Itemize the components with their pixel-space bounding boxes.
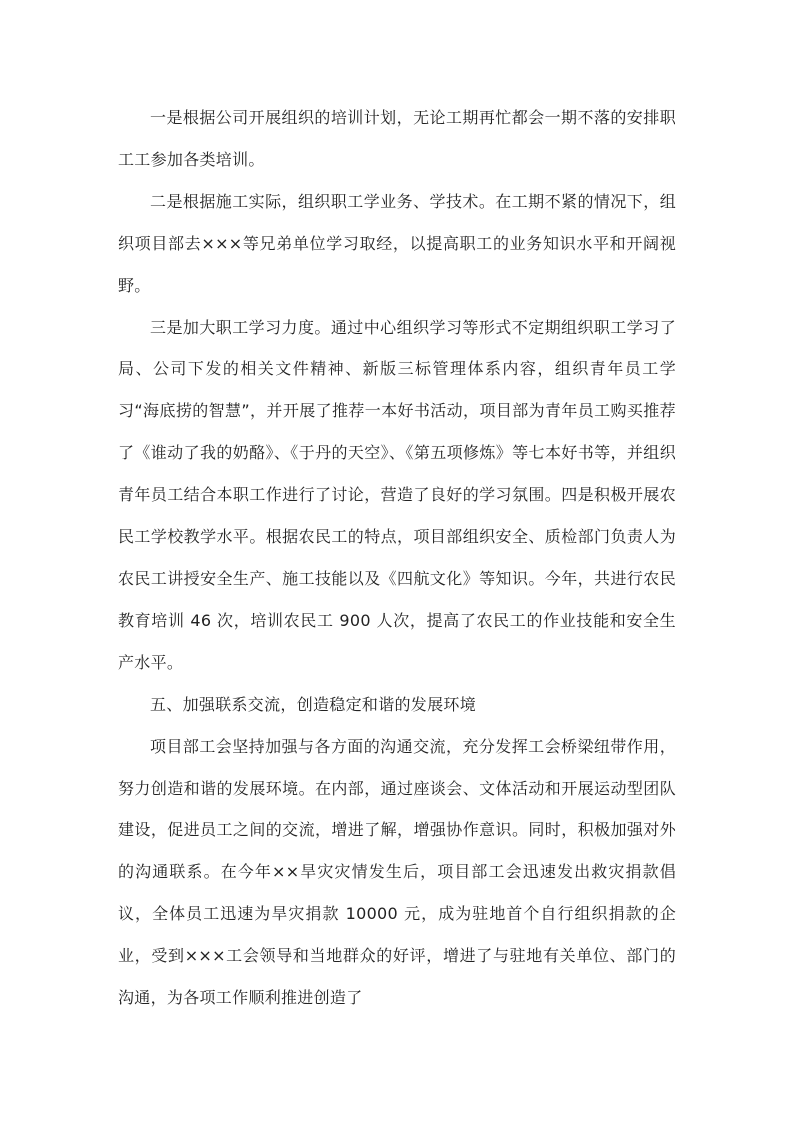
paragraph-study-effort: 三是加大职工学习力度。通过中心组织学习等形式不定期组织职工学习了局、公司下发的相关文件精神、新版三标管理体系内容，组织青年员工学习“海底捞的智慧”，并开展了推荐一本好书活动，项目部为青年员工购买推荐了《谁动了我的奶酪》、《于丹的天空》、《第五项修炼》等七本好书等，并组织青年员工结合本职工作进行了讨论，营造了良好的学习氛围。四是积极开展农民工学校教学水平。根据农民工的特点，项目部组织安全、质检部门负责人为农民工讲授安全生产、施工技能以及《四航文化》等知识。今年，共进行农民教育培训 46 次，培训农民工 900 人次，提高了农民工的作业技能和安全生产水平。	[118, 317, 676, 672]
paragraph-union-communication: 项目部工会坚持加强与各方面的沟通交流，充分发挥工会桥梁纽带作用，努力创造和谐的发展环境。在内部，通过座谈会、文体活动和开展运动型团队建设，促进员工之间的交流，增进了解，增强协作意识。同时，积极加强对外的沟通联系。在今年××旱灾灾情发生后，项目部工会迅速发出救灾捐款倡议，全体员工迅速为旱灾捐款 10000 元，成为驻地首个自行组织捐款的企业，受到×××工会领导和当地群众的好评，增进了与驻地有关单位、部门的沟通，为各项工作顺利推进创造了	[118, 736, 676, 1008]
paragraph-construction-learning: 二是根据施工实际，组织职工学业务、学技术。在工期不紧的情况下，组织项目部去×××等兄弟单位学习取经，以提高职工的业务知识水平和开阔视野。	[118, 191, 676, 295]
paragraph-training-plan: 一是根据公司开展组织的培训计划，无论工期再忙都会一期不落的安排职工工参加各类培训。	[118, 108, 676, 169]
document-body	[118, 97, 676, 1019]
section-heading-communication: 五、加强联系交流，创造稳定和谐的发展环境	[150, 694, 477, 714]
